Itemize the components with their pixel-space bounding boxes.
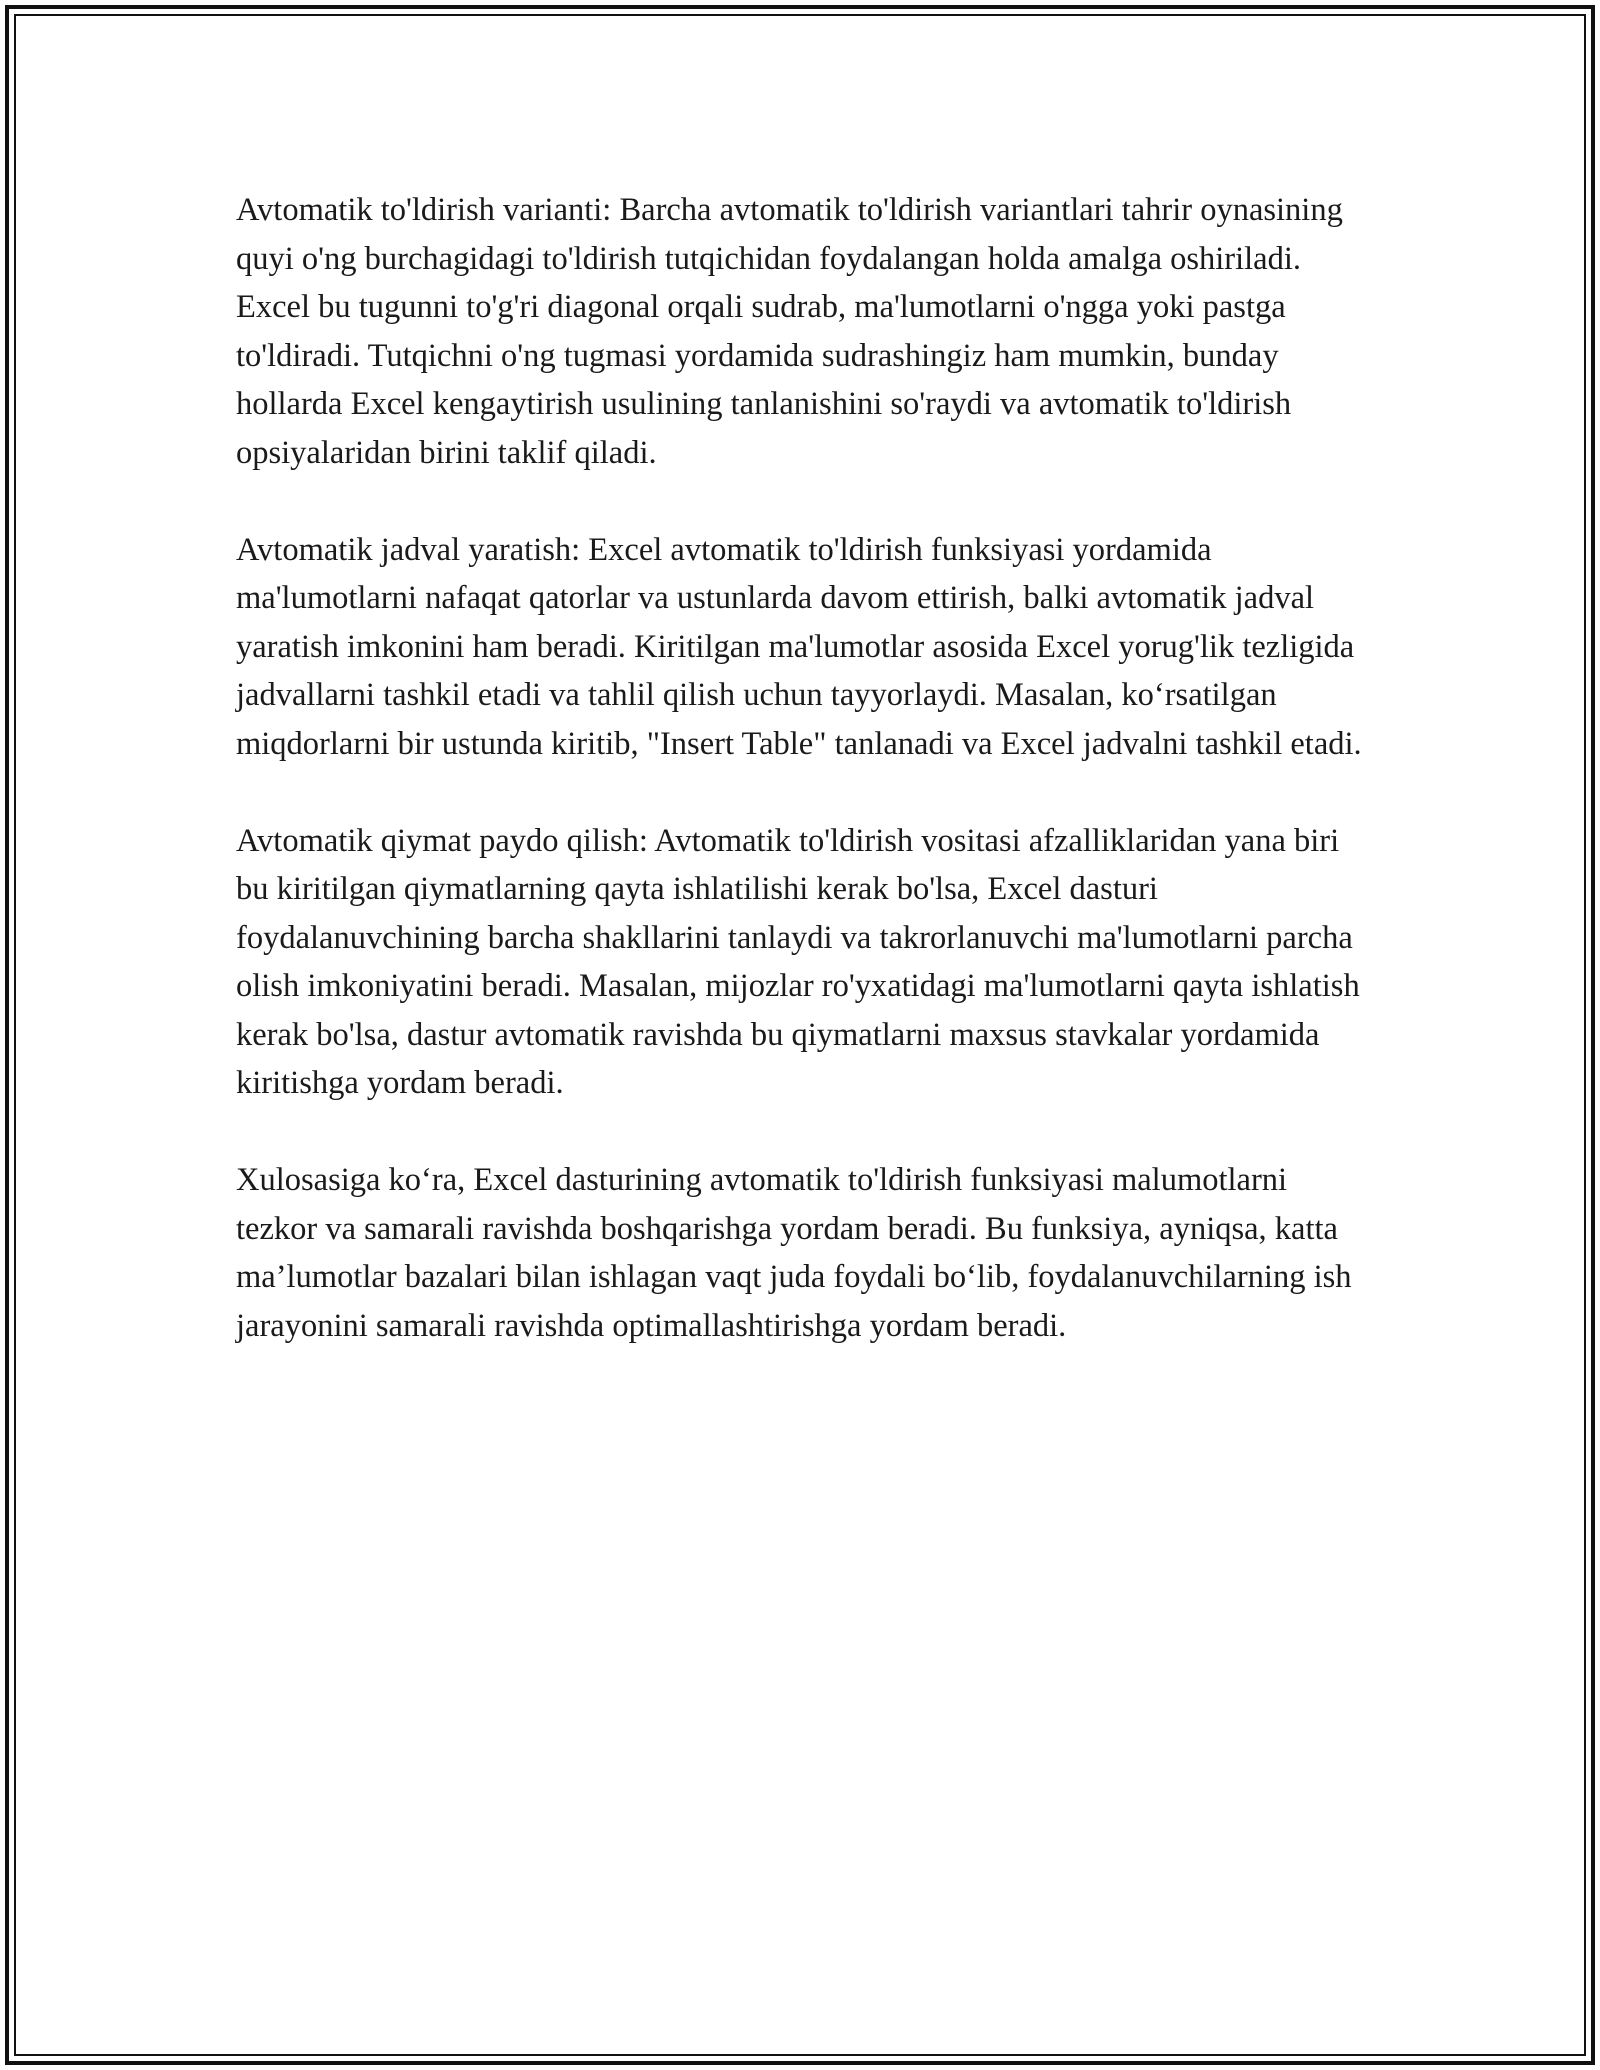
paragraph-auto-table: Avtomatik jadval yaratish: Excel avtomatik to'ldirish funksiyasi yordamida ma'lumotlarni nafaqat qatorlar va ustunlarda davom ettirish, balki avtomatik jadval yaratish imkonini ham beradi. Kiritilgan ma'lumotlar asosida Excel yorug'lik tezligida jadvallarni tashkil etadi va tahlil qilish uchun tayyorlaydi. Masalan, koʻrsatilgan miqdorlarni bir ustunda kiritib, "Insert Table" tanlanadi va Excel jadvalni tashkil etadi. <box>236 531 1362 762</box>
paragraph-auto-value: Avtomatik qiymat paydo qilish: Avtomatik to'ldirish vositasi afzalliklaridan yana biri bu kiritilgan qiymatlarning qayta ishlatilishi kerak bo'lsa, Excel dasturi foydalanuvchining barcha shakllarini tanlaydi va takrorlanuvchi ma'lumotlarni parcha olish imkoniyatini beradi. Masalan, mijozlar ro'yxatidagi ma'lumotlarni qayta ishlatish kerak bo'lsa, dastur avtomatik ravishda bu qiymatlarni maxsus stavkalar yordamida kiritishga yordam beradi. <box>236 822 1360 1101</box>
document-body <box>236 186 1376 1350</box>
paragraph-conclusion: Xulosasiga koʻra, Excel dasturining avtomatik to'ldirish funksiyasi malumotlarni tezkor va samarali ravishda boshqarishga yordam beradi. Bu funksiya, ayniqsa, katta ma’lumotlar bazalari bilan ishlagan vaqt juda foydali boʻlib, foydalanuvchilarning ish jarayonini samarali ravishda optimallashtirishga yordam beradi. <box>236 1162 1352 1344</box>
paragraph-autofill-variant: Avtomatik to'ldirish varianti: Barcha avtomatik to'ldirish variantlari tahrir oynasining quyi o'ng burchagidagi to'ldirish tutqichidan foydalangan holda amalga oshiriladi. Excel bu tugunni to'g'ri diagonal orqali sudrab, ma'lumotlarni o'ngga yoki pastga to'ldiradi. Tutqichni o'ng tugmasi yordamida sudrashingiz ham mumkin, bunday hollarda Excel kengaytirish usulining tanlanishini so'raydi va avtomatik to'ldirish opsiyalaridan birini taklif qiladi. <box>236 192 1343 471</box>
